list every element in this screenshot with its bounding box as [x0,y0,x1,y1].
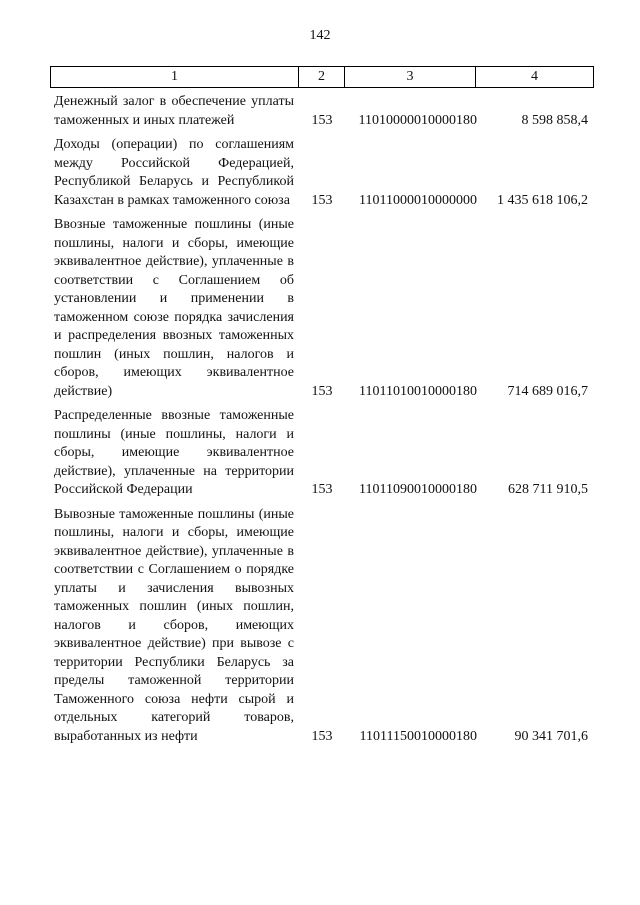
row-code: 153 [311,192,333,208]
table-row [50,93,594,130]
header-col-4: 4 [531,69,538,84]
row-amount: 1 435 618 106,2 [497,192,588,208]
table-row [50,506,594,747]
row-kbk: 11011000010000000 [359,192,477,208]
page-number: 142 [309,28,331,43]
table-row [50,407,594,500]
row-kbk: 11011150010000180 [359,728,477,744]
row-code: 153 [311,383,333,399]
row-description: Денежный залог в обеспечение уплаты таможенных и иных платежей [54,94,294,128]
table-row [50,216,594,401]
row-kbk: 11011090010000180 [359,482,477,497]
row-amount: 8 598 858,4 [521,112,588,128]
row-code: 153 [311,112,333,128]
row-amount: 628 711 910,5 [508,482,588,497]
table-body [50,93,594,752]
row-code: 153 [311,728,333,744]
table-row [50,136,594,210]
header-col-3: 3 [345,67,476,87]
row-description: Распределенные ввозные таможенные пошлины (иные пошлины, налоги и сборы, имеющие эквивалентное действие), уплаченные на территории Российской Федерации [54,408,294,497]
row-amount: 90 341 701,6 [514,728,588,744]
row-code: 153 [311,482,333,497]
row-kbk: 11010000010000180 [358,112,477,128]
row-kbk: 11011010010000180 [359,383,477,399]
row-description: Доходы (операции) по соглашениям между Российской Федерацией, Республикой Беларусь и Республикой Казахстан в рамках таможенного союза [54,137,294,208]
row-description: Ввозные таможенные пошлины (иные пошлины, налоги и сборы, имеющие эквивалентное действие), уплаченные в соответствии с Соглашением об установлении и применении в таможенном союзе порядка зачисления и распределения ввозных таможенных пошлин (иных пошлин, налогов и сборов, имеющих эквивалентное действие) [54,217,294,399]
row-amount: 714 689 016,7 [507,383,588,399]
header-col-1: 1 [51,67,299,87]
table-header [50,66,594,88]
header-col-2: 2 [299,67,345,87]
row-description: Вывозные таможенные пошлины (иные пошлины, налоги и сборы, имеющие эквивалентное действие), уплаченные в соответствии с Соглашением о порядке уплаты и зачисления вывозных таможенных пошлин (иных пошлин, налогов и сборов, имеющих эквивалентное действие) при вывозе с территории Республики Беларусь за пределы таможенной территории Таможенного союза нефти сырой и отдельных категорий товаров, выработанных из нефти [54,506,294,744]
